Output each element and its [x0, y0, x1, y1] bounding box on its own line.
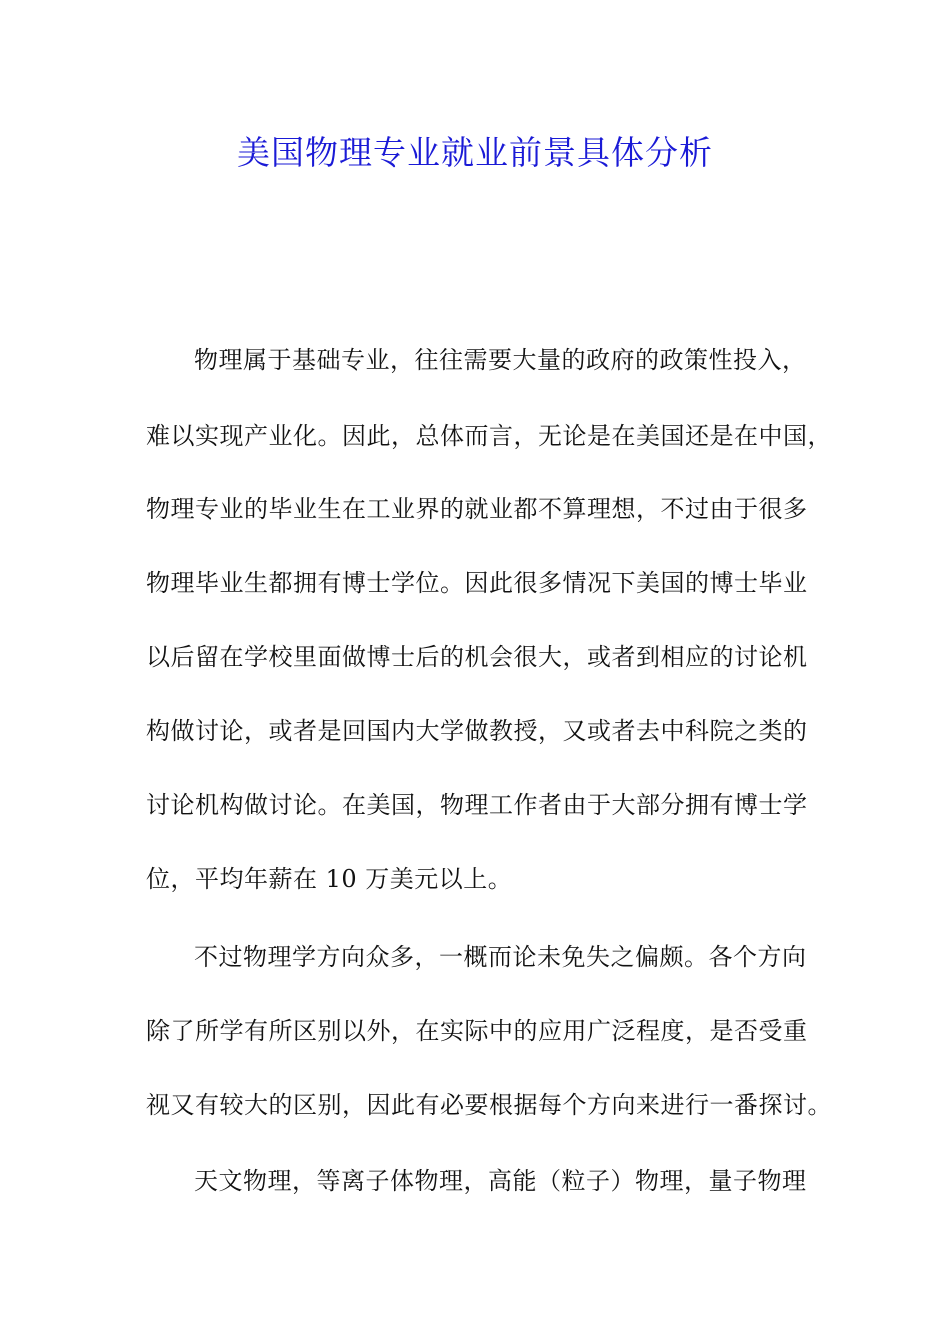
paragraph-1-line-3: 物理专业的毕业生在工业界的就业都不算理想，不过由于很多 — [146, 495, 808, 523]
document-title: 美国物理专业就业前景具体分析 — [237, 133, 713, 172]
paragraph-1-line-4: 物理毕业生都拥有博士学位。因此很多情况下美国的博士毕业 — [146, 569, 808, 597]
paragraph-1-line-6: 构做讨论，或者是回国内大学做教授，又或者去中科院之类的 — [146, 717, 808, 745]
paragraph-2-line-2: 除了所学有所区别以外，在实际中的应用广泛程度，是否受重 — [146, 1017, 808, 1045]
paragraph-1-line-5: 以后留在学校里面做博士后的机会很大，或者到相应的讨论机 — [146, 643, 808, 671]
paragraph-2-line-3: 视又有较大的区别，因此有必要根据每个方向来进行一番探讨。 — [146, 1091, 832, 1119]
paragraph-1-line-8: 位，平均年薪在 10 万美元以上。 — [146, 865, 513, 893]
paragraph-1-line-2: 难以实现产业化。因此，总体而言，无论是在美国还是在中国， — [146, 422, 832, 450]
paragraph-1-line-7: 讨论机构做讨论。在美国，物理工作者由于大部分拥有博士学 — [146, 791, 808, 819]
paragraph-1-line-1: 物理属于基础专业，往往需要大量的政府的政策性投入， — [194, 346, 807, 374]
paragraph-2-line-1: 不过物理学方向众多，一概而论未免失之偏颇。各个方向 — [194, 943, 807, 971]
paragraph-3-line-1: 天文物理，等离子体物理，高能（粒子）物理，量子物理 — [194, 1167, 807, 1195]
